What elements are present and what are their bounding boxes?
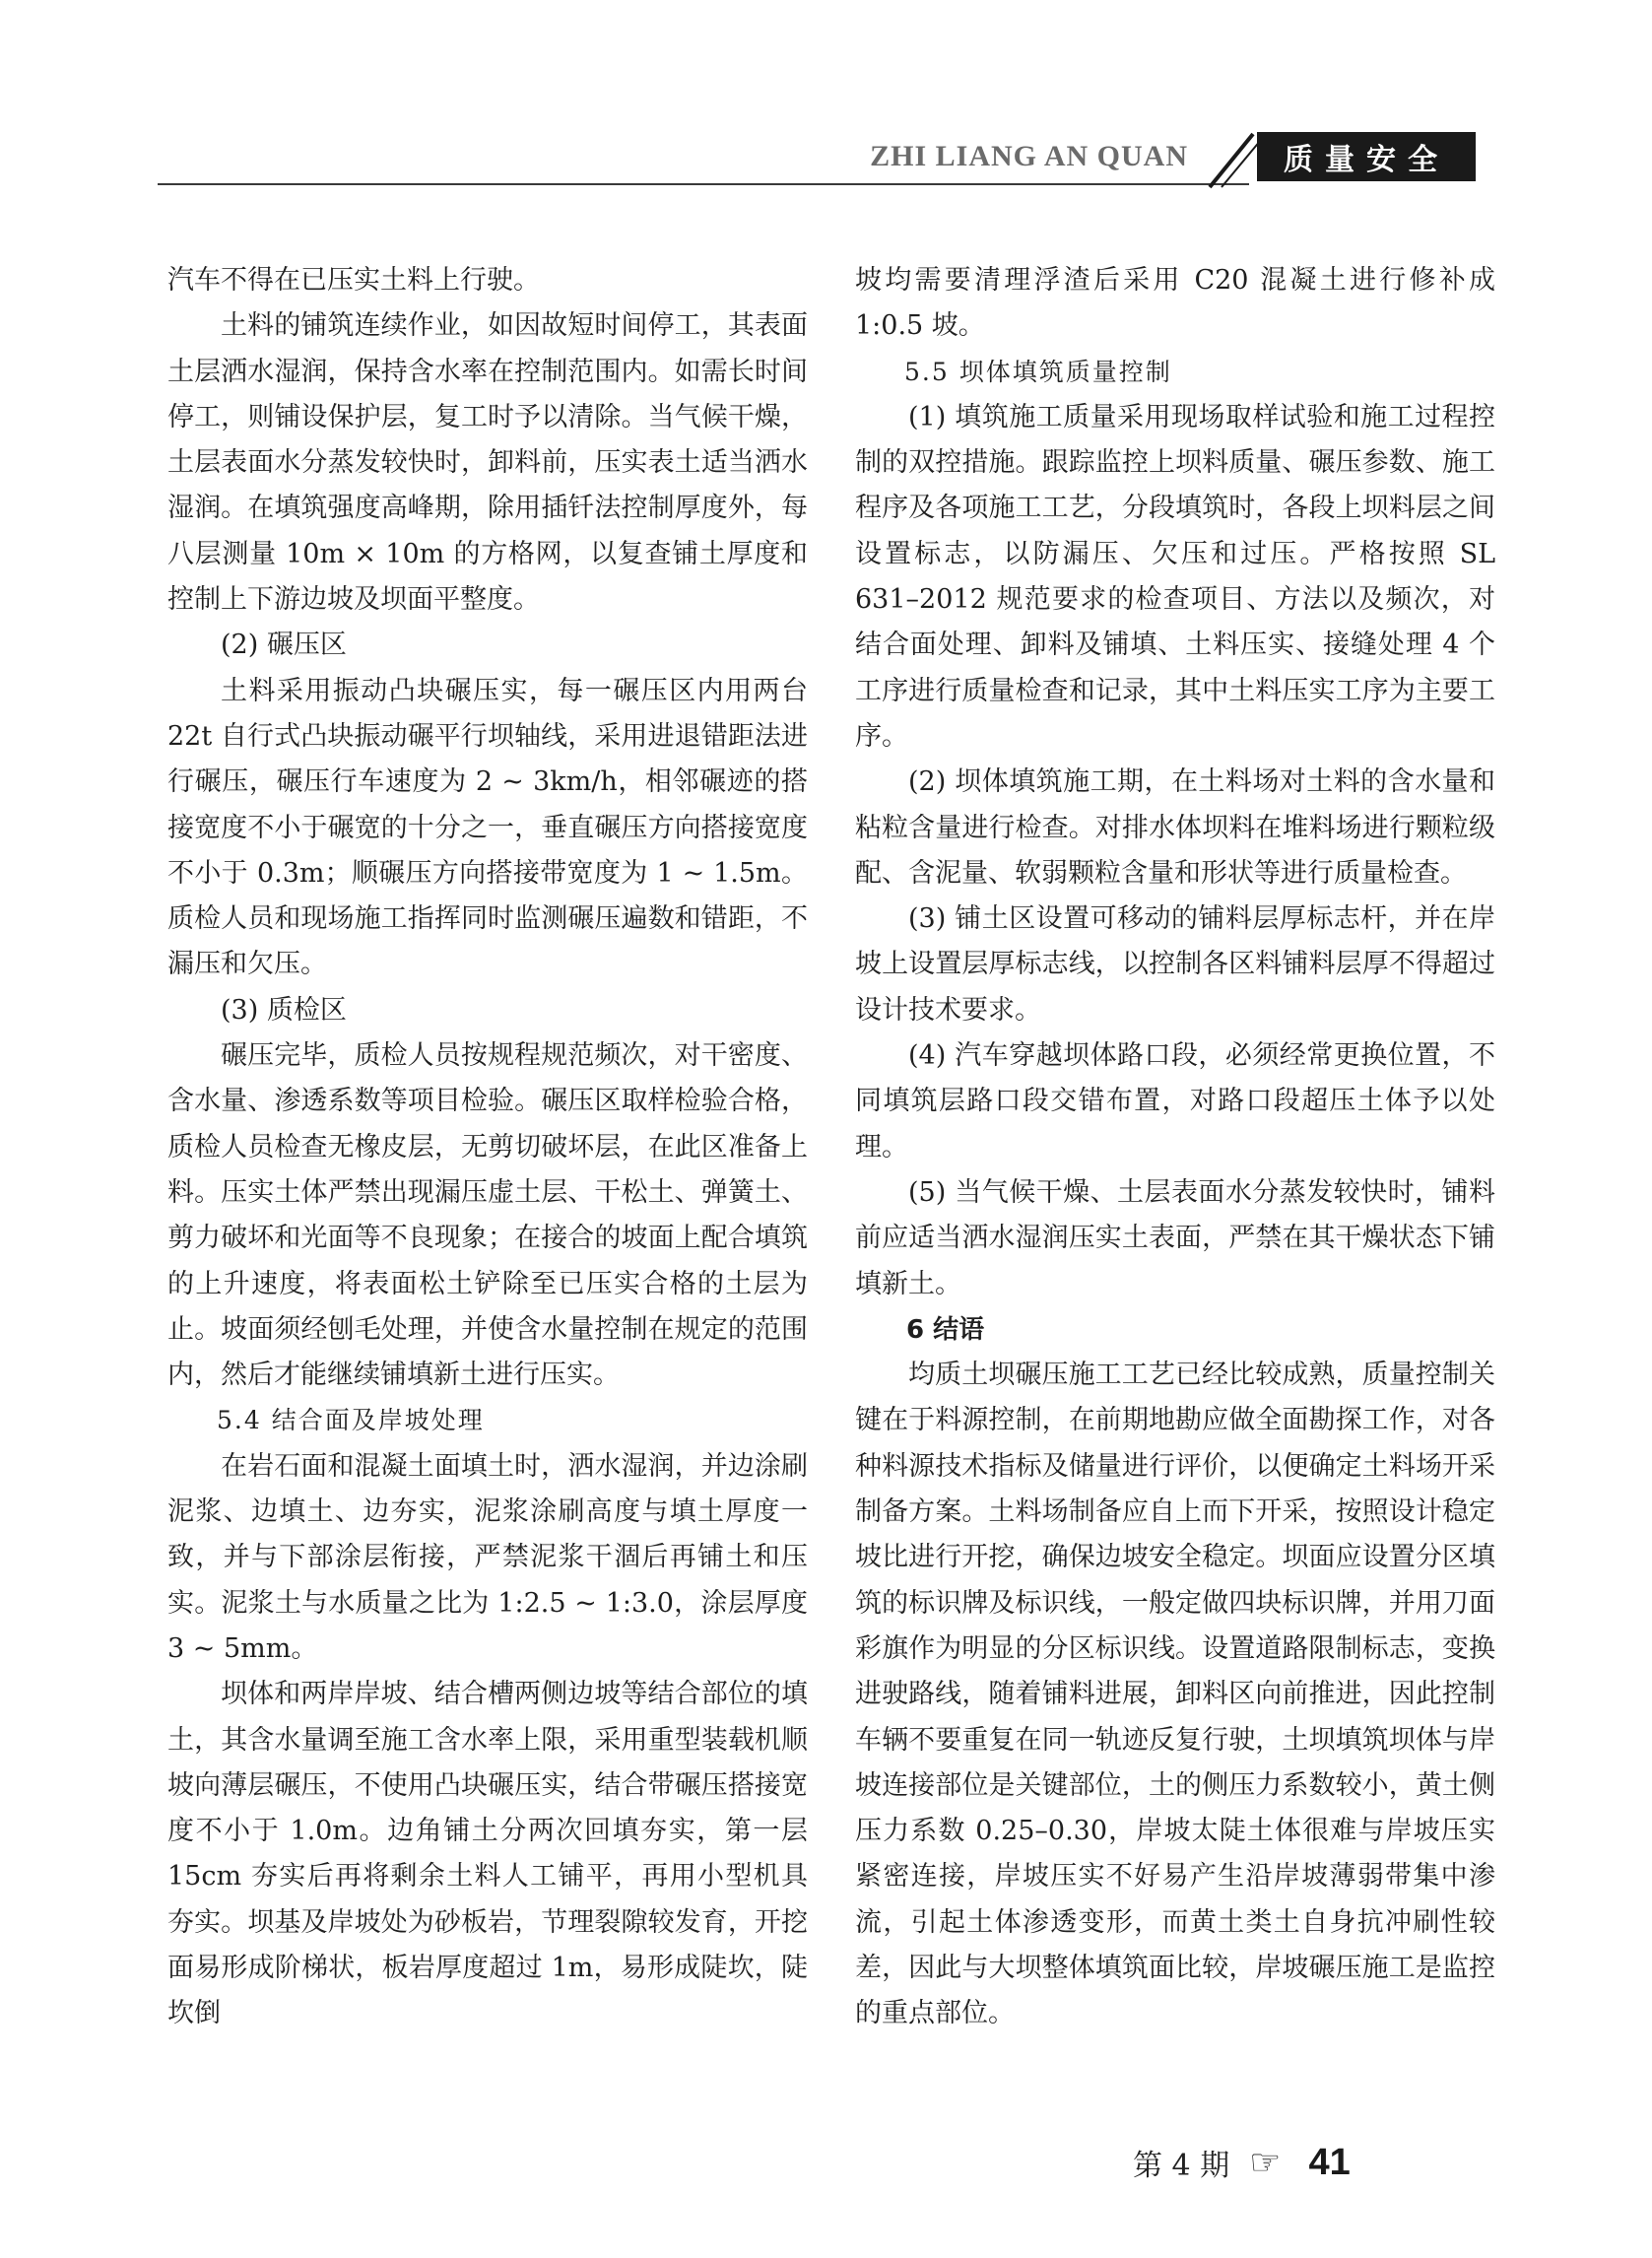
paragraph: (2) 碾压区 (221, 630, 347, 661)
page-footer (1133, 2138, 1351, 2187)
subsection-heading: 5.4 结合面及岸坡处理 (217, 1406, 485, 1435)
paragraph: 土料采用振动凸块碾压实，每一碾压区内用两台 22t 自行式凸块振动碾平行坝轴线，采用进退错距法进行碾压，碾压行车速度为 2 ~ 3km/h，相邻碾迹的搭接宽度不小于碾宽的十分之一，垂直碾压方向搭接宽度不小于 0.3m；顺碾压方向搭接带宽度为 1 ~ 1.5m。质检人员和现场施工指挥同时监测碾压遍数和错距，不漏压和欠压。 (167, 675, 808, 980)
header-rule (158, 183, 1249, 185)
paragraph: 土料的铺筑连续作业，如因故短时间停工，其表面土层洒水湿润，保持含水率在控制范围内。如需长时间停工，则铺设保护层，复工时予以清除。当气候干燥，土层表面水分蒸发较快时，卸料前，压实表土适当洒水湿润。在填筑强度高峰期，除用插钎法控制厚度外，每八层测量 10m × 10m 的方格网，以复查铺土厚度和控制上下游边坡及坝面平整度。 (167, 310, 808, 616)
issue-label: 第 4 期 (1133, 2149, 1230, 2183)
paragraph-continuation: 汽车不得在已压实土料上行驶。 (167, 265, 540, 296)
pointing-hand-icon: ☞ (1249, 2142, 1282, 2183)
header-slash-icon (1202, 130, 1261, 191)
paragraph: (3) 质检区 (221, 994, 347, 1026)
paragraph: (5) 当气候干燥、土层表面水分蒸发较快时，铺料前应适当洒水湿润压实土表面，严禁在其干燥状态下铺填新土。 (855, 1176, 1495, 1299)
page-header (158, 136, 1476, 185)
subsection-heading: 5.5 坝体填筑质量控制 (904, 357, 1172, 386)
header-section-badge: 质量安全 (1257, 132, 1476, 181)
paragraph: (4) 汽车穿越坝体路口段，必须经常更换位置，不同填筑层路口段交错布置，对路口段超压土体予以处理。 (855, 1040, 1495, 1162)
paragraph: 碾压完毕，质检人员按规程规范频次，对干密度、含水量、渗透系数等项目检验。碾压区取样检验合格，质检人员检查无橡皮层，无剪切破坏层，在此区准备上料。压实土体严禁出现漏压虚土层、干松土、弹簧土、剪力破坏和光面等不良现象；在接合的坡面上配合填筑的上升速度，将表面松土铲除至已压实合格的土层为止。坡面须经刨毛处理，并使含水量控制在规定的范围内，然后才能继续铺填新土进行压实。 (167, 1040, 808, 1391)
paragraph: 坝体和两岸岸坡、结合槽两侧边坡等结合部位的填土，其含水量调至施工含水率上限，采用重型装载机顺坡向薄层碾压，不使用凸块碾压实，结合带碾压搭接宽度不小于 1.0m。边角铺土分两次回填夯实，第一层 15cm 夯实后再将剩余土料人工铺平，再用小型机具夯实。坝基及岸坡处为砂板岩，节理裂隙较发育，开挖面易形成阶梯状，板岩厚度超过 1m，易形成陡坎，陡坎倒 (167, 1679, 808, 2029)
right-text-column (855, 258, 1495, 2037)
paragraph-continuation: 坡均需要清理浮渣后采用 C20 混凝土进行修补成 1:0.5 坡。 (855, 265, 1495, 342)
section-heading: 6 结语 (906, 1314, 985, 1345)
header-pinyin: ZHI LIANG AN QUAN (870, 140, 1188, 172)
paragraph: (3) 铺土区设置可移动的铺料层厚标志杆，并在岸坡上设置层厚标志线，以控制各区料铺料层厚不得超过设计技术要求。 (855, 903, 1495, 1026)
page-number: 41 (1308, 2141, 1351, 2183)
paragraph: (1) 填筑施工质量采用现场取样试验和施工过程控制的双控措施。跟踪监控上坝料质量、碾压参数、施工程序及各项施工工艺，分段填筑时，各段上坝料层之间设置标志，以防漏压、欠压和过压。严格按照 SL 631–2012 规范要求的检查项目、方法以及频次，对结合面处理、卸料及铺填、土料压实、接缝处理 4 个工序进行质量检查和记录，其中土料压实工序为主要工序。 (855, 401, 1495, 752)
paragraph: 在岩石面和混凝土面填土时，洒水湿润，并边涂刷泥浆、边填土、边夯实，泥浆涂刷高度与填土厚度一致，并与下部涂层衔接，严禁泥浆干涸后再铺土和压实。泥浆土与水质量之比为 1:2.5 ~ 1:3.0，涂层厚度 3 ~ 5mm。 (167, 1450, 808, 1664)
paragraph: 均质土坝碾压施工工艺已经比较成熟，质量控制关键在于料源控制，在前期地勘应做全面勘探工作，对各种料源技术指标及储量进行评价，以便确定土料场开采制备方案。土料场制备应自上而下开采，按照设计稳定坡比进行开挖，确保边坡安全稳定。坝面应设置分区填筑的标识牌及标识线，一般定做四块标识牌，并用刀面彩旗作为明显的分区标识线。设置道路限制标志，变换进驶路线，随着铺料进展，卸料区向前推进，因此控制车辆不要重复在同一轨迹反复行驶，土坝填筑坝体与岸坡连接部位是关键部位，土的侧压力系数较小，黄土侧压力系数 0.25–0.30，岸坡太陡土体很难与岸坡压实紧密连接，岸坡压实不好易产生沿岸坡薄弱带集中渗流，引起土体渗透变形，而黄土类土自身抗冲刷性较差，因此与大坝整体填筑面比较，岸坡碾压施工是监控的重点部位。 (855, 1360, 1495, 2029)
left-text-column (167, 258, 808, 2037)
paragraph: (2) 坝体填筑施工期，在土料场对土料的含水量和粘粒含量进行检查。对排水体坝料在堆料场进行颗粒级配、含泥量、软弱颗粒含量和形状等进行质量检查。 (855, 766, 1495, 889)
